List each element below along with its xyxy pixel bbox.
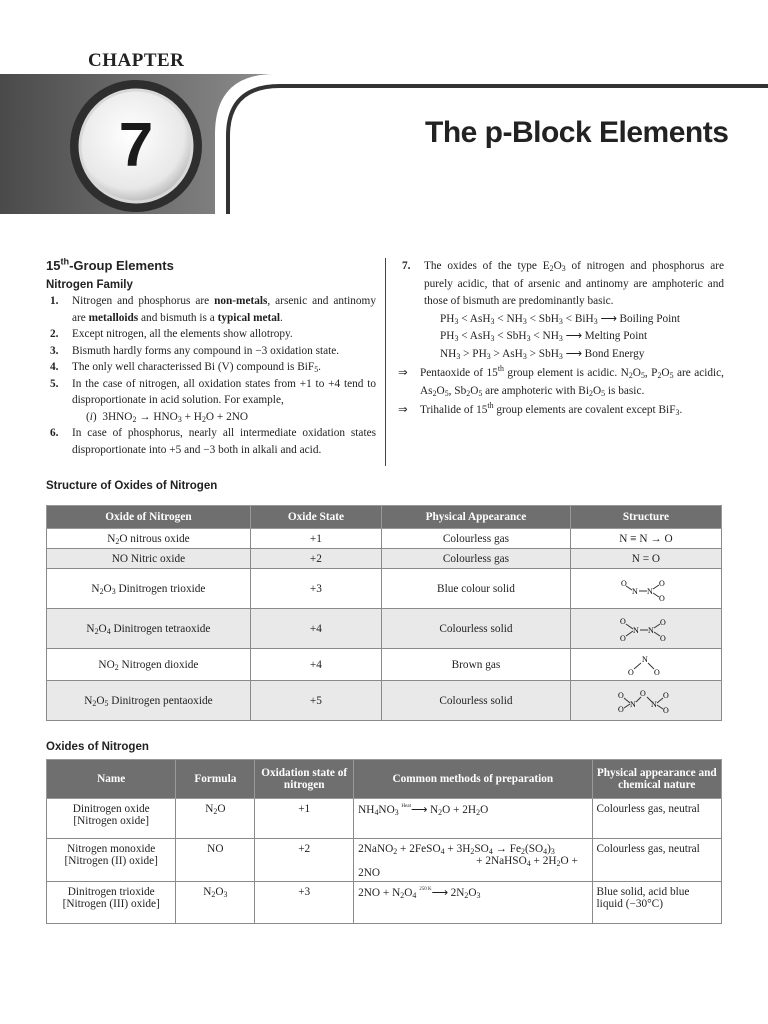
appearance-cell: Blue colour solid xyxy=(382,569,571,609)
oxidation-cell: +2 xyxy=(255,839,354,882)
table2-heading: Oxides of Nitrogen xyxy=(46,741,149,753)
page-title: The p-Block Elements xyxy=(425,116,729,149)
name-cell: Nitrogen monoxide [Nitrogen (II) oxide] xyxy=(47,839,176,882)
svg-text:N: N xyxy=(650,699,657,709)
chapter-number: 7 xyxy=(118,111,154,180)
nature-cell: Colourless gas, neutral xyxy=(592,839,721,882)
oxide-cell: $N_2O$ nitrous oxide xyxy=(47,529,251,549)
structure-cell: N = O xyxy=(570,549,721,569)
item-text: In the case of nitrogen, all oxidation states from +1 to +4 tend to disproportionate in acid solution. For example, xyxy=(72,377,376,406)
svg-text:N: N xyxy=(641,654,648,664)
svg-text:O: O xyxy=(662,690,669,700)
oxide-cell: NO Nitric oxide xyxy=(47,549,251,569)
svg-text:O: O xyxy=(619,616,626,626)
series-line: $PH_3 < AsH_3 < NH_3 < SbH_3 < BiH_3$ ⟶ Boiling Point xyxy=(440,312,681,326)
item-text: (i) $3HNO_2 \to HNO_3 + H_2O + 2NO$ xyxy=(86,410,249,424)
svg-text:O: O xyxy=(659,617,666,627)
table-row xyxy=(47,569,722,609)
column-header: Oxide State xyxy=(250,506,381,529)
list-item xyxy=(46,425,376,458)
left-list xyxy=(46,293,376,458)
svg-text:O: O xyxy=(653,667,660,677)
table-row xyxy=(47,649,722,681)
item-number: 4. xyxy=(50,361,59,373)
oxidation-cell: +1 xyxy=(255,799,354,839)
column-header: Structure xyxy=(570,506,721,529)
arrow-item xyxy=(398,402,724,420)
appearance-cell: Colourless solid xyxy=(382,681,571,721)
column-header: Name xyxy=(47,760,176,799)
right-list xyxy=(398,258,724,311)
column-header: Physical appearance and chemical nature xyxy=(592,760,721,799)
state-cell: +2 xyxy=(250,549,381,569)
column-header: Oxide of Nitrogen xyxy=(47,506,251,529)
svg-text:N: N xyxy=(646,586,653,596)
item-number: 2. xyxy=(50,328,59,340)
svg-text:O: O xyxy=(658,578,665,588)
svg-text:O: O xyxy=(619,633,626,643)
item-text: Trihalide of 15th group elements are covalent except BiF$_3$. xyxy=(420,401,683,417)
svg-text:N: N xyxy=(629,699,636,709)
column-header: Physical Appearance xyxy=(382,506,571,529)
item-text: In case of phosphorus, nearly all intermediate oxidation states disproportionate into +5 and −3 both in alkali and acid. xyxy=(72,427,376,456)
item-number: 7. xyxy=(402,260,411,272)
item-text: Except nitrogen, all the elements show allotropy. xyxy=(72,328,293,340)
oxide-cell: $N_2O_4$ Dinitrogen tetraoxide xyxy=(47,609,251,649)
chapter-label: CHAPTER xyxy=(88,50,185,71)
implies-icon: ⇒ xyxy=(398,367,408,379)
section-title: 15th-Group Elements xyxy=(46,256,174,273)
oxidation-cell: +3 xyxy=(255,882,354,924)
item-text: The oxides of the type $E_2O_3$ of nitrogen and phosphorus are purely acidic, that of arsenic and antinomy are amphoteric and those of bismuth are predominantly basic. xyxy=(424,260,724,307)
oxide-cell: $NO_2$ Nitrogen dioxide xyxy=(47,649,251,681)
state-cell: +4 xyxy=(250,649,381,681)
table-row xyxy=(47,681,722,721)
list-item xyxy=(46,409,376,426)
oxide-cell: $N_2O_3$ Dinitrogen trioxide xyxy=(47,569,251,609)
svg-text:O: O xyxy=(658,593,665,602)
item-number: 1. xyxy=(50,295,59,307)
column-header: Common methods of preparation xyxy=(354,760,592,799)
implies-icon: ⇒ xyxy=(398,404,408,416)
svg-text:N: N xyxy=(632,625,639,635)
svg-text:O: O xyxy=(659,633,666,643)
list-item xyxy=(46,343,376,360)
section-subtitle: Nitrogen Family xyxy=(46,278,133,291)
left-column xyxy=(46,258,376,458)
list-item xyxy=(46,376,376,409)
table-row xyxy=(47,609,722,649)
nature-cell: Blue solid, acid blue liquid (−30°C) xyxy=(592,882,721,924)
appearance-cell: Brown gas xyxy=(382,649,571,681)
preparation-cell: $NH_4NO_3$ $^{Heat}$⟶ $N_2O + 2H_2O$ xyxy=(354,799,592,839)
name-cell: Dinitrogen trioxide [Nitrogen (III) oxide] xyxy=(47,882,176,924)
list-item xyxy=(46,326,376,343)
formula-cell: $N_2O_3$ xyxy=(176,882,255,924)
item-text: Bismuth hardly forms any compound in −3 oxidation state. xyxy=(72,344,340,357)
preparation-cell: $2NO + N_2O_4$ $^{250 K}$⟶ $2N_2O_3$ xyxy=(354,882,592,924)
item-number: 3. xyxy=(50,344,59,357)
table-row xyxy=(47,529,722,549)
table-row xyxy=(47,549,722,569)
formula-cell: $N_2O$ xyxy=(176,799,255,839)
item-number: 5. xyxy=(50,377,59,390)
name-cell: Dinitrogen oxide [Nitrogen oxide] xyxy=(47,799,176,839)
right-column xyxy=(398,258,724,420)
svg-text:O: O xyxy=(620,578,627,588)
structure-cell xyxy=(570,681,721,721)
structure-cell xyxy=(570,649,721,681)
column-header: Oxidation state of nitrogen xyxy=(255,760,354,799)
table-row xyxy=(47,839,722,882)
arrow-list xyxy=(398,365,724,420)
arrow-item xyxy=(398,365,724,400)
structure-cell: N ≡ N → O xyxy=(570,529,721,549)
svg-text:O: O xyxy=(639,688,646,698)
appearance-cell: Colourless gas xyxy=(382,529,571,549)
item-text: Nitrogen and phosphorus are non-metals, arsenic and antinomy are metalloids and bismuth is a typical metal. xyxy=(72,295,376,324)
state-cell: +4 xyxy=(250,609,381,649)
svg-text:O: O xyxy=(627,667,634,677)
appearance-cell: Colourless gas xyxy=(382,549,571,569)
series-line: $PH_3 < AsH_3 < SbH_3 < NH_3$ ⟶ Melting Point xyxy=(440,330,648,343)
list-item xyxy=(398,258,724,311)
state-cell: +5 xyxy=(250,681,381,721)
svg-text:N: N xyxy=(647,625,654,635)
preparation-cell: 2NaNO$_2$ + 2FeSO$_4$ + $3H_2SO_4 \to Fe_2(SO_4)_3$ + 2NaHSO$_4$ + $2H_2O + 2NO$ xyxy=(354,839,592,882)
list-item xyxy=(46,359,376,376)
column-header: Formula xyxy=(176,760,255,799)
table-row xyxy=(47,882,722,924)
svg-text:O: O xyxy=(617,704,624,714)
structure-cell xyxy=(570,609,721,649)
structure-cell xyxy=(570,569,721,609)
svg-text:N: N xyxy=(631,586,638,596)
state-cell: +3 xyxy=(250,569,381,609)
table-row xyxy=(47,799,722,839)
item-text: Pentaoxide of 15th group element is acidic. $N_2O_5$, $P_2O_5$ are acidic, $As_2O_5$, $Sb_2O_5$ are amphoteric with $Bi_2O_5$ is basic. xyxy=(420,364,725,398)
svg-text:O: O xyxy=(662,705,669,714)
formula-cell: NO xyxy=(176,839,255,882)
column-divider xyxy=(385,258,386,466)
svg-text:O: O xyxy=(617,690,624,700)
oxide-cell: $N_2O_5$ Dinitrogen pentaoxide xyxy=(47,681,251,721)
list-item xyxy=(46,293,376,326)
table1-heading: Structure of Oxides of Nitrogen xyxy=(46,480,218,492)
series-line: $NH_3 > PH_3 > AsH_3 > SbH_3$ ⟶ Bond Energy xyxy=(440,347,645,361)
state-cell: +1 xyxy=(250,529,381,549)
item-text: The only well characterissed Bi (V) compound is BiF$_5$. xyxy=(72,361,321,374)
oxide-structure-table xyxy=(46,505,722,721)
oxides-of-nitrogen-table xyxy=(46,759,722,924)
item-number: 6. xyxy=(50,427,59,439)
appearance-cell: Colourless solid xyxy=(382,609,571,649)
series-list xyxy=(398,311,724,364)
nature-cell: Colourless gas, neutral xyxy=(592,799,721,839)
